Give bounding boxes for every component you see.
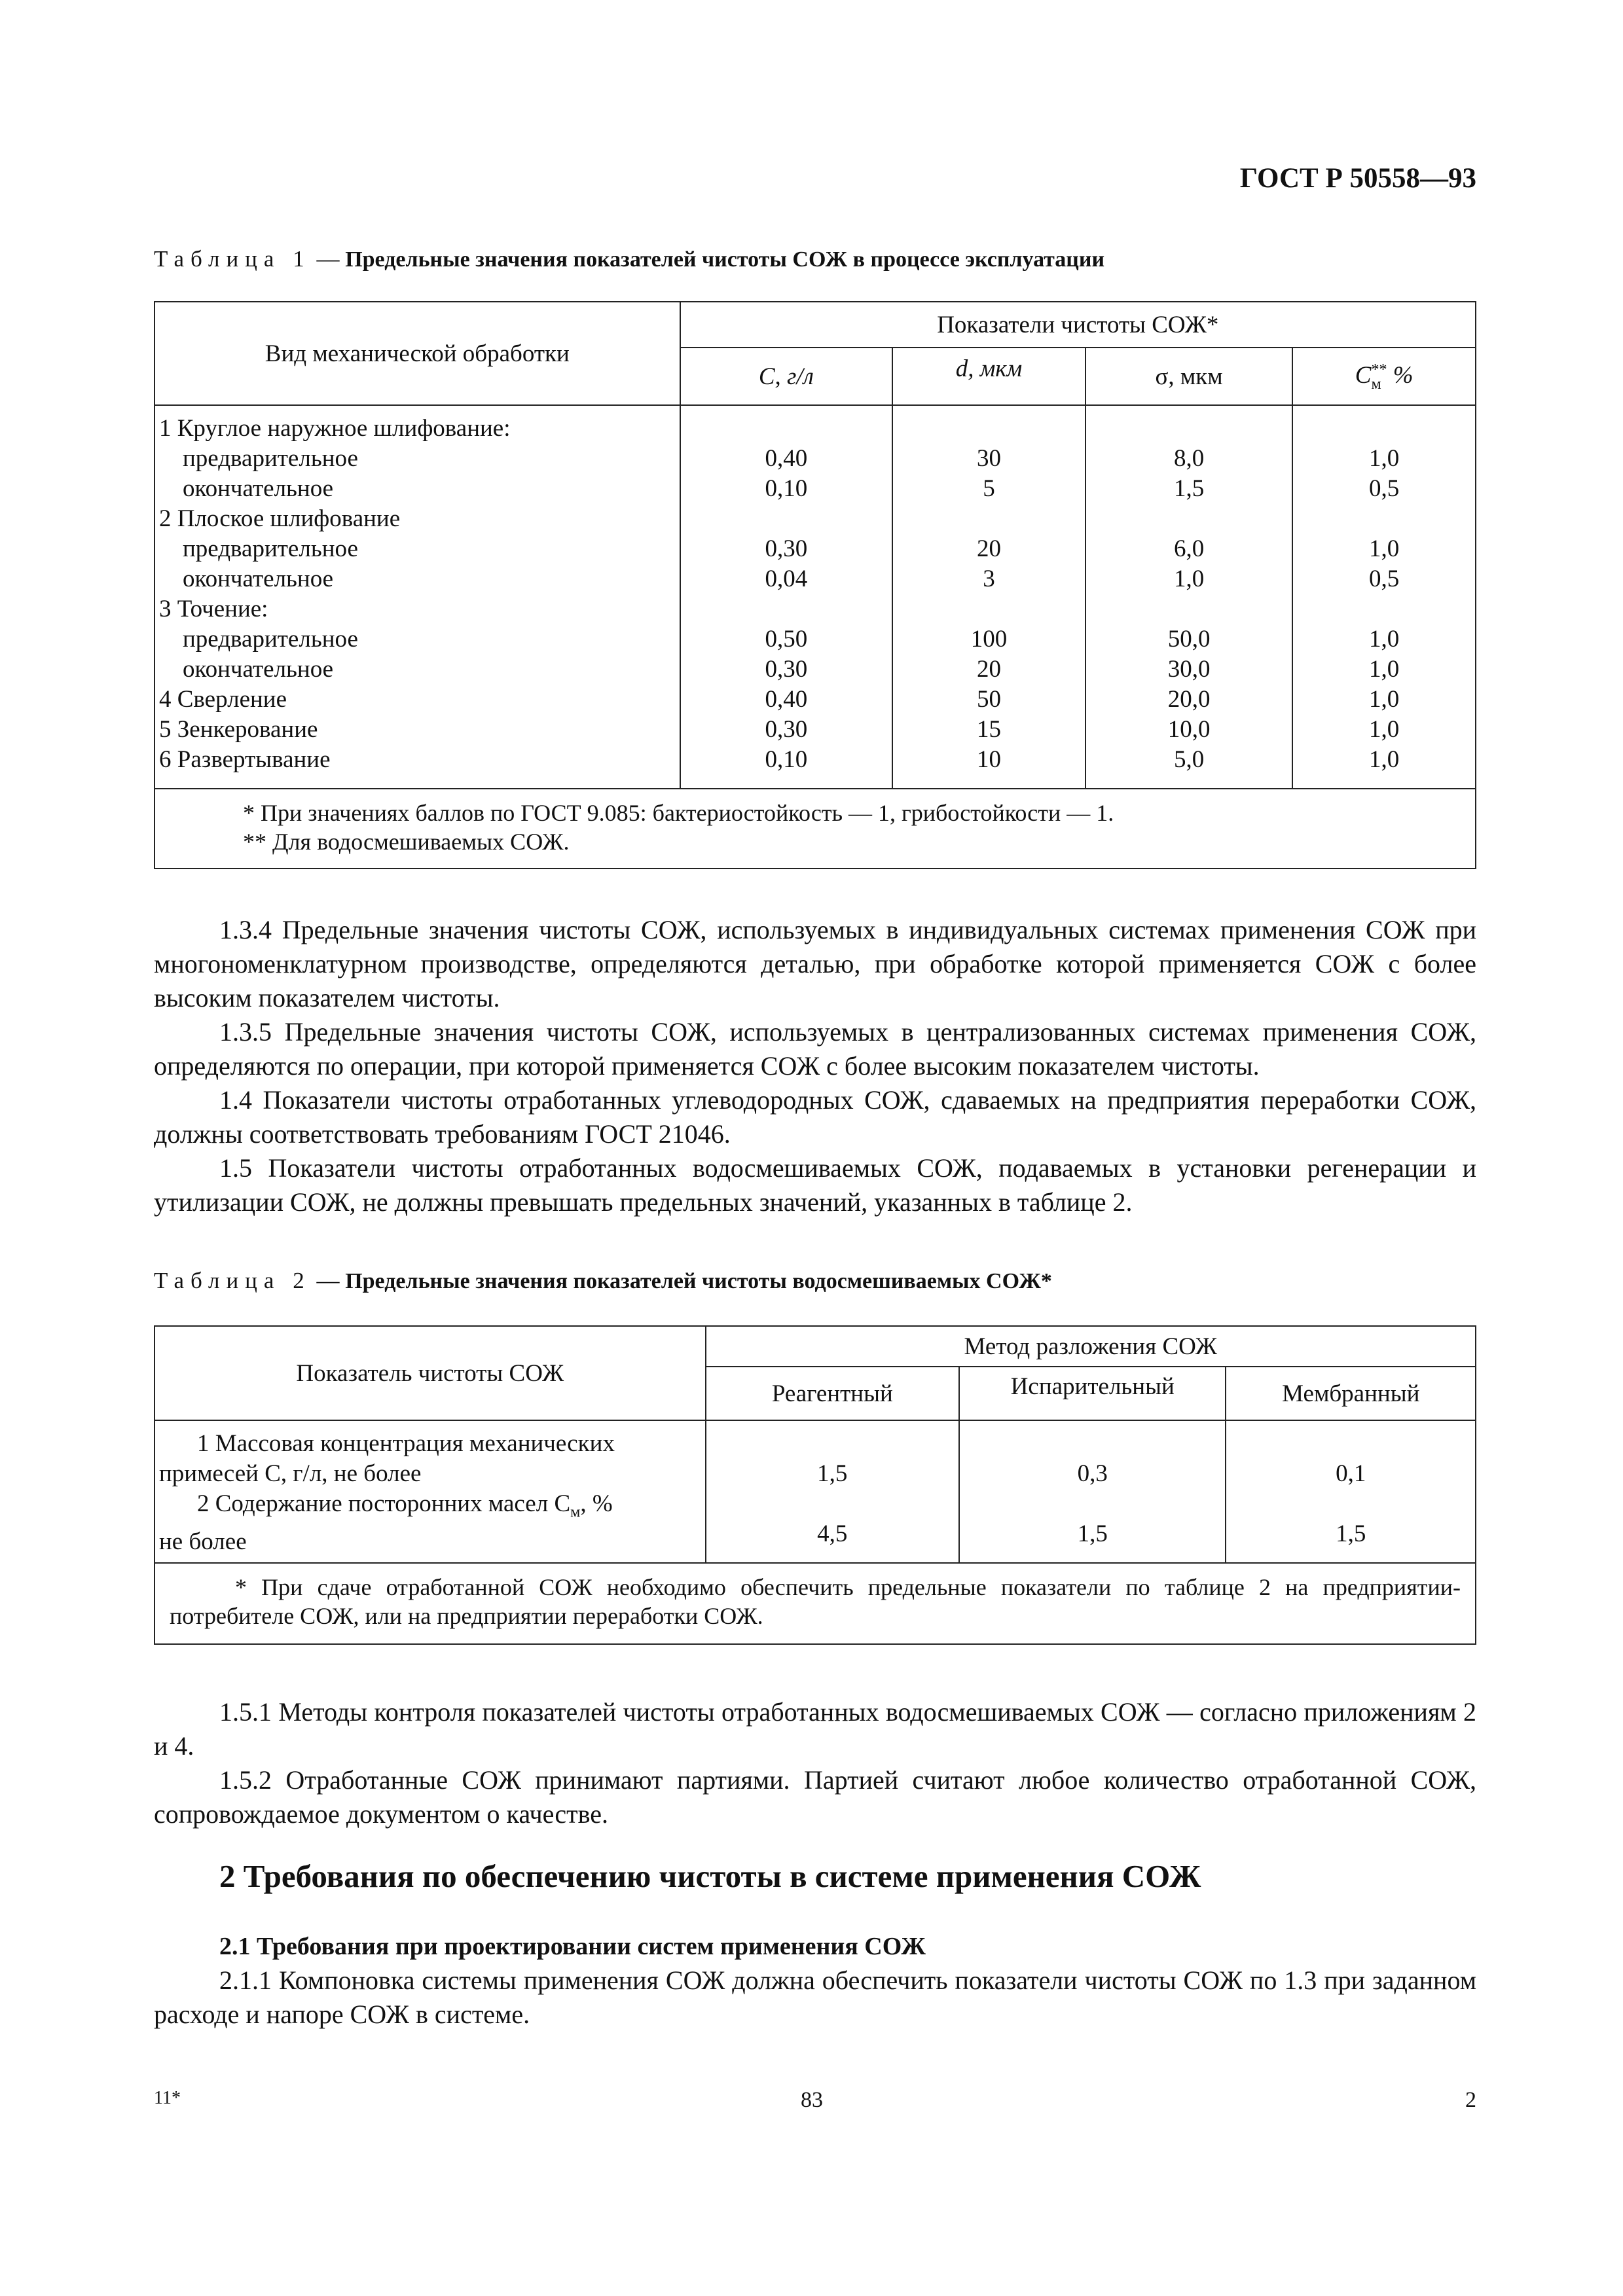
table2-indicators-column (155, 1420, 706, 1563)
footer-sheet-mark: 11* (154, 2088, 181, 2108)
table1-row-label: 5 Зенкерование (159, 716, 318, 743)
table1-sigma-column (1085, 405, 1293, 789)
table2-caption-prefix: Таблица 2 (154, 1268, 311, 1293)
table1-cell (1293, 414, 1475, 444)
table2-membrane-column (1226, 1420, 1476, 1563)
table1-cell: 1,0 (1369, 656, 1400, 683)
table1-cell: 1,5 (1173, 475, 1205, 502)
table1-cell: 0,30 (765, 716, 808, 743)
table2-note: * При сдаче отработанной СОЖ необходимо обеспечить предельные показатели по таблице 2 на предприятии-потребителе СОЖ, или на предприятии переработки СОЖ. (155, 1563, 1476, 1644)
table1 (154, 301, 1476, 869)
table2-cell: 1,5 (817, 1460, 848, 1487)
table1-cell: 0,50 (765, 626, 808, 653)
table1-cell: 5,0 (1173, 746, 1205, 773)
table2-cell: 1,5 (1336, 1520, 1366, 1547)
table1-header-kind: Вид механической обработки (155, 302, 680, 405)
table1-row-label: 3 Точение: (159, 596, 268, 622)
subsection-2-1-heading: 2.1 Требования при проектировании систем применения СОЖ (219, 1933, 926, 1960)
table1-cell: 0,5 (1369, 565, 1400, 592)
table1-cell (1086, 414, 1292, 444)
table2-header-reagent: Реагентный (706, 1367, 959, 1420)
table1-cell: 50,0 (1167, 626, 1211, 653)
table1-cell: 1,0 (1369, 626, 1400, 653)
table1-cell: 15 (976, 716, 1001, 743)
table2-row2-line2: не более (159, 1528, 247, 1556)
table1-caption-dash: — (310, 246, 346, 272)
table1-row-label: 2 Плоское шлифование (159, 505, 401, 532)
table1-header-cm: С ** м % (1292, 348, 1476, 405)
table1-c-column (680, 405, 893, 789)
table1-cell (681, 504, 892, 534)
table1-cm-column (1292, 405, 1476, 789)
table1-note-1: * При значениях баллов по ГОСТ 9.085: бактериостойкость — 1, грибостойкости — 1. (243, 800, 1114, 826)
table2-header-evaporative: Испарительный (959, 1367, 1226, 1420)
table1-cell (681, 594, 892, 624)
table2 (154, 1325, 1476, 1645)
paragraphs-block-1 (154, 913, 1476, 1219)
table1-cell: 1,0 (1369, 716, 1400, 743)
table1-cell (893, 594, 1085, 624)
table1-caption-title: Предельные значения показателей чистоты СОЖ в процессе эксплуатации (345, 247, 1105, 272)
table1-row-label: окончательное (183, 656, 334, 683)
table1-row-label: окончательное (183, 565, 334, 592)
table2-header-group: Метод разложения СОЖ (706, 1326, 1476, 1367)
table2-row1-line2: примесей С, г/л, не более (159, 1460, 422, 1487)
table1-row-label: 6 Развертывание (159, 746, 331, 773)
paragraph-1-5: 1.5 Показатели чистоты отработанных водосмешиваемых СОЖ, подаваемых в установки регенерации и утилизации СОЖ, не должны превышать предельных значений, указанных в таблице 2. (154, 1153, 1476, 1217)
paragraph-1-5-2: 1.5.2 Отработанные СОЖ принимают партиями. Партией считают любое количество отработанной СОЖ, сопровождаемое документом о качестве. (154, 1765, 1476, 1829)
table1-row-label: предварительное (183, 445, 358, 472)
table2-row2-line1: 2 Содержание посторонних масел $С_м$, % (197, 1490, 613, 1521)
footer-page-number: 83 (801, 2088, 823, 2112)
table2-cell: 4,5 (817, 1520, 848, 1547)
table2-cell: 0,1 (1336, 1460, 1366, 1487)
table1-header-sigma: σ, мкм (1085, 348, 1293, 405)
table1-d-column (892, 405, 1085, 789)
table1-cell: 0,5 (1369, 475, 1400, 502)
table1-row-label: предварительное (183, 626, 358, 653)
table1-cell: 100 (970, 626, 1008, 653)
table1-cell: 20 (976, 535, 1001, 562)
table1-header-c: С, г/л (680, 348, 893, 405)
table1-cell (893, 504, 1085, 534)
table1-cell (1293, 504, 1475, 534)
paragraphs-block-3 (154, 1964, 1476, 2032)
table1-cell (681, 414, 892, 444)
table2-caption-title: Предельные значения показателей чистоты водосмешиваемых СОЖ* (345, 1269, 1052, 1293)
table1-cell: 6,0 (1173, 535, 1205, 562)
table1-cell: 0,30 (765, 535, 808, 562)
table1-cell: 5 (983, 475, 995, 502)
table1-cell: 0,10 (765, 746, 808, 773)
table1-cell: 8,0 (1173, 445, 1205, 472)
paragraph-1-4: 1.4 Показатели чистоты отработанных углеводородных СОЖ, сдаваемых на предприятия переработки СОЖ, должны соответствовать требованиям ГОСТ 21046. (154, 1085, 1476, 1149)
paragraph-1-3-4: 1.3.4 Предельные значения чистоты СОЖ, используемых в индивидуальных системах применения СОЖ при многономенклатурном производстве, определяются деталью, при обработке которой применяется СОЖ с более высоким показателем чистоты. (154, 915, 1476, 1013)
table1-cell: 30,0 (1167, 656, 1211, 683)
table1-cell: 20 (976, 656, 1001, 683)
table2-reagent-column (706, 1420, 959, 1563)
standard-number: ГОСТ Р 50558—93 (1239, 163, 1476, 194)
table1-cell: 1,0 (1369, 686, 1400, 713)
table2-caption (154, 1268, 1476, 1294)
table1-cell: 0,30 (765, 656, 808, 683)
table1-cell: 1,0 (1369, 746, 1400, 773)
table1-notes (155, 789, 1476, 869)
table2-row1-line1: 1 Массовая концентрация механических (197, 1430, 615, 1457)
table2-cell: 0,3 (1077, 1460, 1108, 1487)
table1-cell: 20,0 (1167, 686, 1211, 713)
table1-cell: 0,10 (765, 475, 808, 502)
table1-caption (154, 246, 1476, 272)
table1-cell: 0,04 (765, 565, 808, 592)
table1-header-d: d, мкм (892, 348, 1085, 405)
table1-names-column (155, 405, 680, 789)
table1-cell (1293, 594, 1475, 624)
table1-row-label: 4 Сверление (159, 686, 287, 713)
table2-caption-dash: — (310, 1268, 346, 1293)
table1-cell: 10,0 (1167, 716, 1211, 743)
table1-cell: 1,0 (1369, 445, 1400, 472)
paragraphs-block-2 (154, 1695, 1476, 1831)
table2-cell: 1,5 (1077, 1520, 1108, 1547)
section-2-heading: 2 Требования по обеспечению чистоты в системе применения СОЖ (219, 1858, 1201, 1894)
table1-cell: 0,40 (765, 686, 808, 713)
table1-cell: 30 (976, 445, 1001, 472)
table1-row-label: окончательное (183, 475, 334, 502)
table1-cell (893, 414, 1085, 444)
table1-cell: 0,40 (765, 445, 808, 472)
table1-cell: 1,0 (1369, 535, 1400, 562)
table1-caption-prefix: Таблица 1 (154, 246, 311, 272)
table1-header-group: Показатели чистоты СОЖ* (680, 302, 1476, 348)
paragraph-2-1-1: 2.1.1 Компоновка системы применения СОЖ должна обеспечить показатели чистоты СОЖ по 1.3 при заданном расходе и напоре СОЖ в системе. (154, 1965, 1476, 2029)
table1-cell: 3 (983, 565, 995, 592)
table2-header-indicator: Показатель чистоты СОЖ (155, 1326, 706, 1420)
table2-evaporative-column (959, 1420, 1226, 1563)
table2-header-membrane: Мембранный (1226, 1367, 1476, 1420)
table1-row-label: 1 Круглое наружное шлифование: (159, 415, 511, 442)
table1-cell: 10 (976, 746, 1001, 773)
table1-cell (1086, 594, 1292, 624)
table1-note-2: ** Для водосмешиваемых СОЖ. (243, 829, 570, 855)
table1-cell: 50 (976, 686, 1001, 713)
paragraph-1-5-1: 1.5.1 Методы контроля показателей чистоты отработанных водосмешиваемых СОЖ — согласно приложениям 2 и 4. (154, 1697, 1476, 1761)
footer-sheet-number: 2 (1465, 2088, 1476, 2112)
table1-row-label: предварительное (183, 535, 358, 562)
paragraph-1-3-5: 1.3.5 Предельные значения чистоты СОЖ, используемых в централизованных системах применения СОЖ, определяются по операции, при которой применяется СОЖ с более высоким показателем чистоты. (154, 1017, 1476, 1081)
table1-cell: 1,0 (1173, 565, 1205, 592)
table1-cell (1086, 504, 1292, 534)
